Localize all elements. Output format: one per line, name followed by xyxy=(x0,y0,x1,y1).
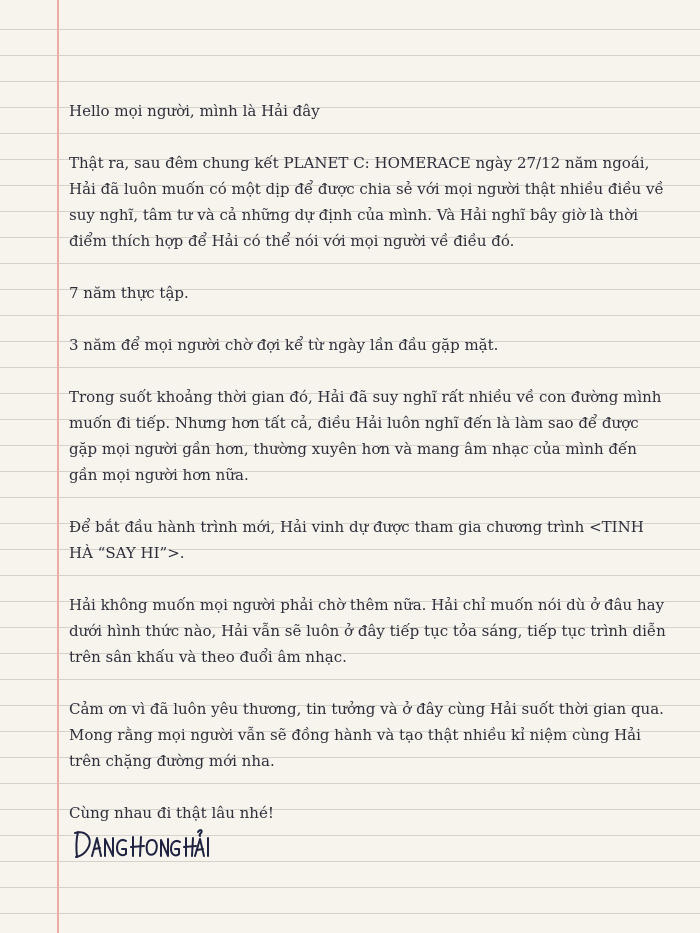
letter-paragraph: Thật ra, sau đêm chung kết PLANET C: HOMERACE ngày 27/12 năm ngoái, Hải đã luôn muốn có một dịp để được chia sẻ với mọi người thật nhiều điều về suy nghĩ, tâm tư và cả những dự định của mình. Và Hải nghĩ bây giờ là thời điểm thích hợp để Hải có thể nói với mọi người về điều đó. xyxy=(69,154,664,250)
letter-paragraph: 7 năm thực tập. xyxy=(69,284,189,302)
letter-paragraph: Để bắt đầu hành trình mới, Hải vinh dự được tham gia chương trình <TINH HÀ “SAY HI”>. xyxy=(69,518,644,562)
letter-paragraph: Trong suốt khoảng thời gian đó, Hải đã suy nghĩ rất nhiều về con đường mình muốn đi tiếp. Nhưng hơn tất cả, điều Hải luôn nghĩ đến là làm sao để được gặp mọi người gần hơn, thường xuyên hơn và mang âm nhạc của mình đến gần mọi người hơn nữa. xyxy=(69,388,662,484)
letter-paragraph: Cảm ơn vì đã luôn yêu thương, tin tưởng và ở đây cùng Hải suốt thời gian qua. Mong rằng mọi người vẫn sẽ đồng hành và tạo thật nhiều kỉ niệm cùng Hải trên chặng đường mới nha. xyxy=(69,700,664,770)
letter-closing: Cùng nhau đi thật lâu nhé! xyxy=(69,804,274,822)
letter-greeting: Hello mọi người, mình là Hải đây xyxy=(69,102,320,120)
handwritten-signature xyxy=(72,826,212,862)
letter-paragraph: 3 năm để mọi người chờ đợi kể từ ngày lần đầu gặp mặt. xyxy=(69,336,499,354)
letter-body xyxy=(69,98,669,852)
margin-line xyxy=(57,0,59,933)
letter-paragraph: Hải không muốn mọi người phải chờ thêm nữa. Hải chỉ muốn nói dù ở đâu hay dưới hình thức nào, Hải vẫn sẽ luôn ở đây tiếp tục tỏa sáng, tiếp tục trình diễn trên sân khấu và theo đuổi âm nhạc. xyxy=(69,596,666,666)
